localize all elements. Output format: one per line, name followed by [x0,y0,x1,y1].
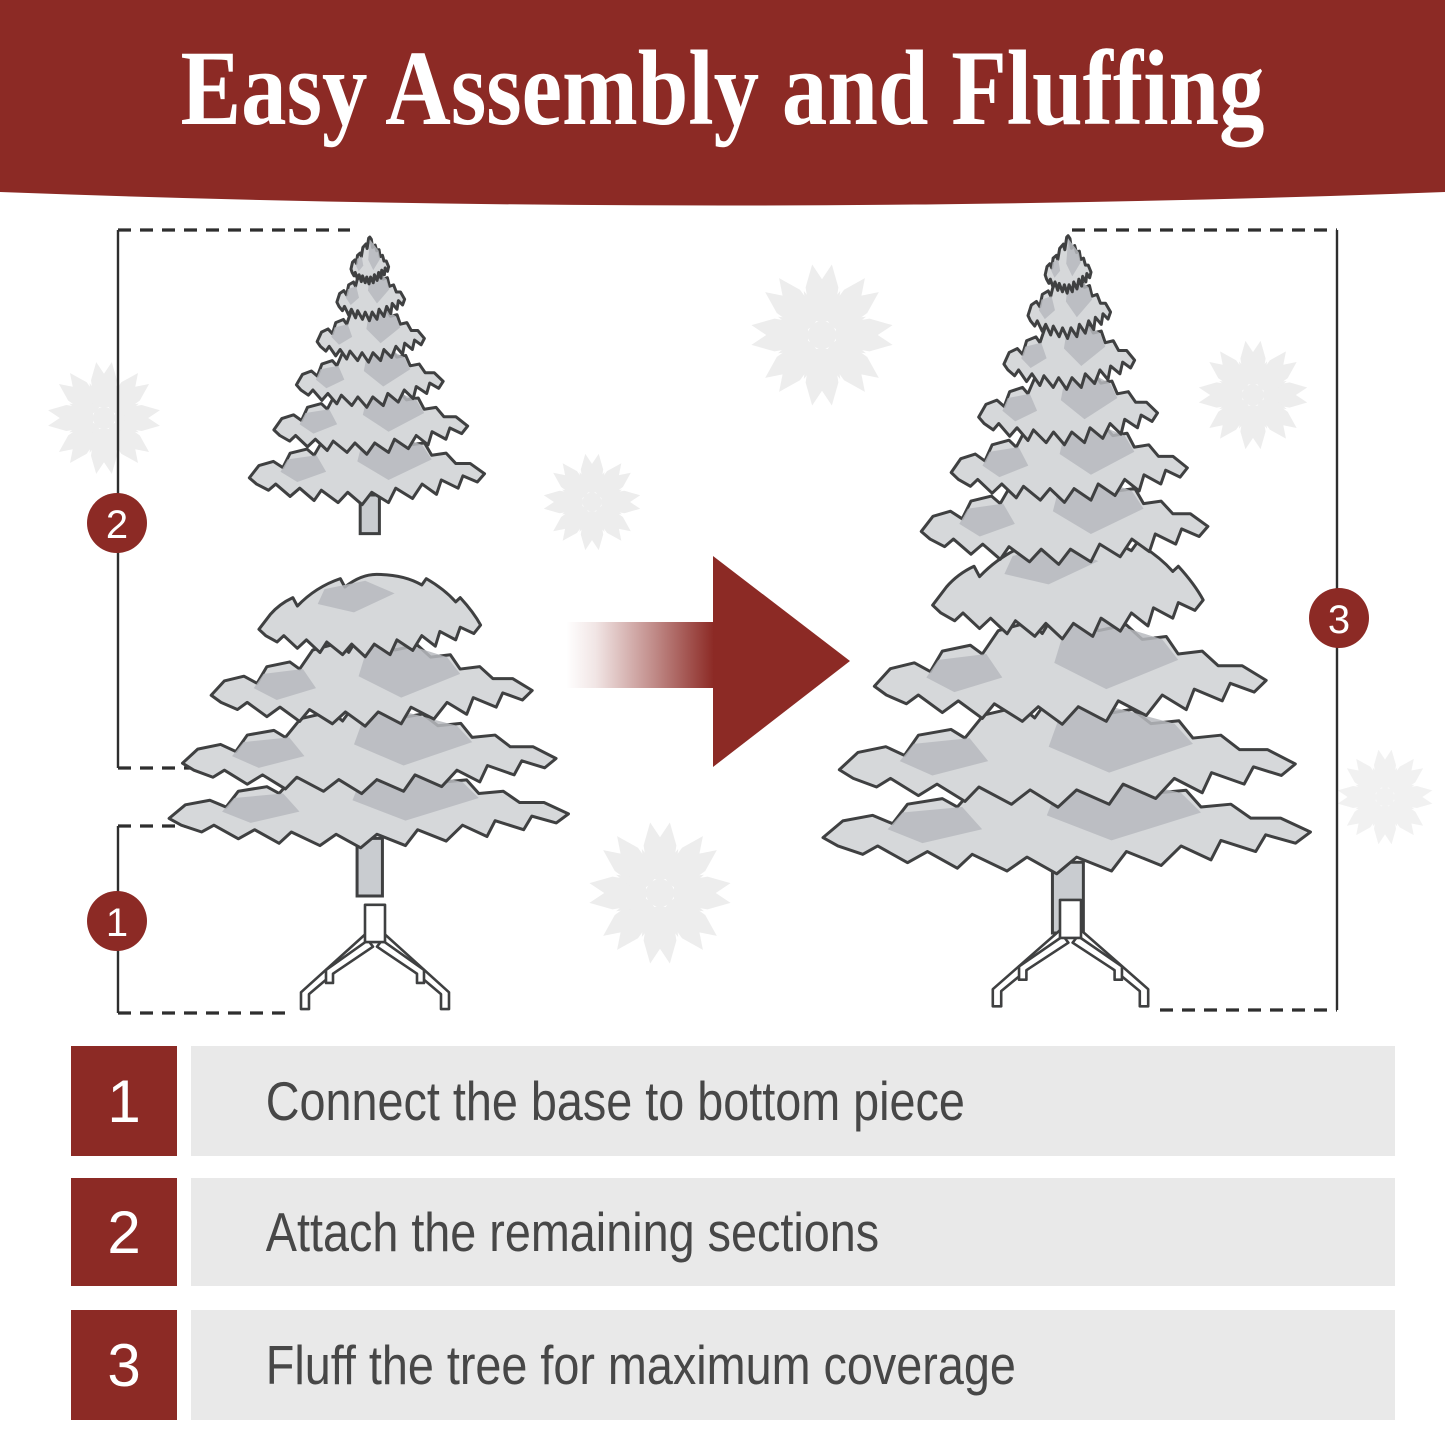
badge-number: 1 [105,901,129,945]
step-label: Connect the base to bottom piece [265,1070,965,1132]
snowflake-icon [544,454,640,550]
badge-top-section [87,493,147,553]
step-number-badge: 1 [71,1046,177,1156]
step-row [71,1310,1395,1420]
badge-number: 3 [1327,598,1351,642]
snowflake-icon [751,264,892,405]
tree-stand-illustration [993,900,1148,1006]
assembly-illustration [0,195,1445,1045]
step-row [71,1046,1395,1156]
arrow-right-icon [566,556,850,767]
step-row [71,1178,1395,1286]
badge-number: 2 [105,503,129,547]
page-title: Easy Assembly and Fluffing [180,30,1265,148]
tree-assembled-illustration [823,236,1310,1007]
header-banner [0,0,1445,220]
tree-top-section-illustration [249,237,484,533]
step-label-bar [191,1178,1395,1286]
step-number-badge: 3 [71,1310,177,1420]
snowflake-icon [48,362,160,474]
tree-bottom-section-illustration [169,574,568,1009]
tree-stand-illustration [301,905,449,1009]
snowflake-icon [589,822,730,963]
step-label-bar [191,1046,1395,1156]
step-label: Attach the remaining sections [265,1201,880,1263]
step-label-bar [191,1310,1395,1420]
badge-full-tree [1309,588,1369,648]
snowflake-icon [1338,750,1433,845]
badge-base-section [87,891,147,951]
snowflake-icon [1199,341,1307,449]
step-label: Fluff the tree for maximum coverage [265,1334,1016,1396]
step-number-badge: 2 [71,1178,177,1286]
